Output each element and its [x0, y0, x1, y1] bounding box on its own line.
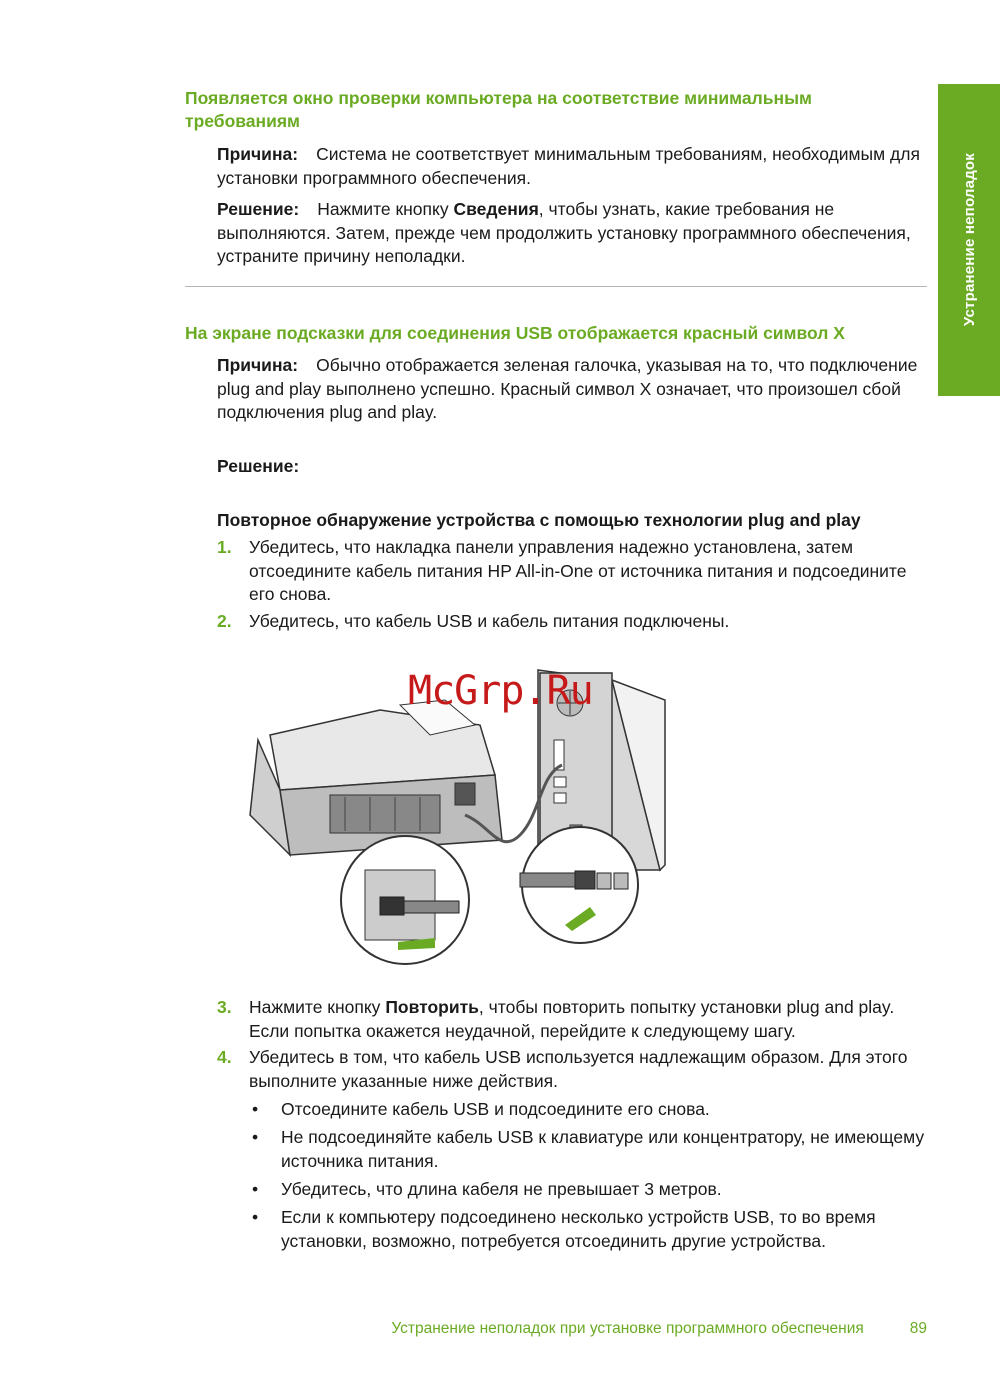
bullet-marker: •: [252, 1099, 259, 1119]
section1-solution: [217, 198, 929, 269]
subheading-text: Повторное обнаружение устройства с помощью технологии plug and play: [217, 510, 861, 530]
printer-port-callout: [341, 836, 469, 964]
page-footer: [300, 1320, 927, 1338]
cause-label: Причина:: [217, 355, 299, 375]
bullet-marker: •: [252, 1207, 259, 1227]
section1-title: Появляется окно проверки компьютера на соответствие минимальным требованиям: [185, 88, 812, 131]
section1-cause: [217, 143, 929, 190]
step4-text: Убедитесь в том, что кабель USB используется надлежащим образом. Для этого выполните указанные ниже действия.: [249, 1047, 908, 1091]
printer: [250, 700, 502, 855]
solution-text-post: , чтобы узнать, какие требования не выполняются. Затем, прежде чем продолжить установку программного обеспечения, устраните причину неполадки.: [217, 199, 911, 266]
bullet-item: Не подсоединяйте кабель USB к клавиатуре или концентратору, не имеющему источника питания.: [281, 1127, 925, 1171]
solution-label: Решение:: [217, 456, 300, 476]
section2-title: На экране подсказки для соединения USB отображается красный символ X: [185, 323, 845, 343]
step3-number: 3.: [217, 997, 232, 1017]
footer-title: Устранение неполадок при установке программного обеспечения: [391, 1320, 864, 1337]
computer-port-callout: [520, 827, 638, 943]
step1-text: Убедитесь, что накладка панели управления надежно установлена, затем отсоедините кабель питания HP All-in-One от источника питания и подсоедините его снова.: [249, 537, 907, 604]
divider: [185, 286, 927, 287]
subheading: [217, 509, 929, 533]
step2-number: 2.: [217, 611, 232, 631]
step3-text-post: , чтобы повторить попытку установки plug and play. Если попытка окажется неудачной, перейдите к следующему шагу.: [249, 997, 895, 1041]
step4-number: 4.: [217, 1047, 232, 1067]
details-button-ref: Сведения: [453, 199, 539, 219]
cause-label: Причина:: [217, 144, 299, 164]
step3-text: [249, 996, 934, 1043]
watermark: McGrp.Ru: [408, 668, 593, 714]
step3-text-pre: Нажмите кнопку: [249, 997, 381, 1017]
step2-text: Убедитесь, что кабель USB и кабель питания подключены.: [249, 611, 730, 631]
bullet-item: Отсоедините кабель USB и подсоедините его снова.: [281, 1099, 710, 1119]
cause-text: Обычно отображается зеленая галочка, указывая на то, что подключение plug and play выполнено успешно. Красный символ X означает, что произошел сбой подключения plug and play.: [217, 355, 918, 422]
cause-text: Система не соответствует минимальным требованиям, необходимым для установки программного обеспечения.: [217, 144, 920, 188]
bullet-item: Если к компьютеру подсоединено несколько устройств USB, то во время установки, возможно, потребуется отсоединить другие устройства.: [281, 1207, 876, 1251]
step1-number: 1.: [217, 537, 232, 557]
bullet-marker: •: [252, 1127, 259, 1147]
section2-solution-label: [217, 455, 929, 479]
bullet-item: Убедитесь, что длина кабеля не превышает 3 метров.: [281, 1179, 722, 1199]
solution-label: Решение:: [217, 199, 300, 219]
bullet-marker: •: [252, 1179, 259, 1199]
solution-text-pre: Нажмите кнопку: [317, 199, 449, 219]
page-number: 89: [909, 1320, 927, 1337]
side-tab-label: Устранение неполадок: [960, 153, 978, 327]
retry-button-ref: Повторить: [385, 997, 479, 1017]
section2-cause: [217, 354, 929, 425]
side-tab: [938, 84, 1000, 396]
